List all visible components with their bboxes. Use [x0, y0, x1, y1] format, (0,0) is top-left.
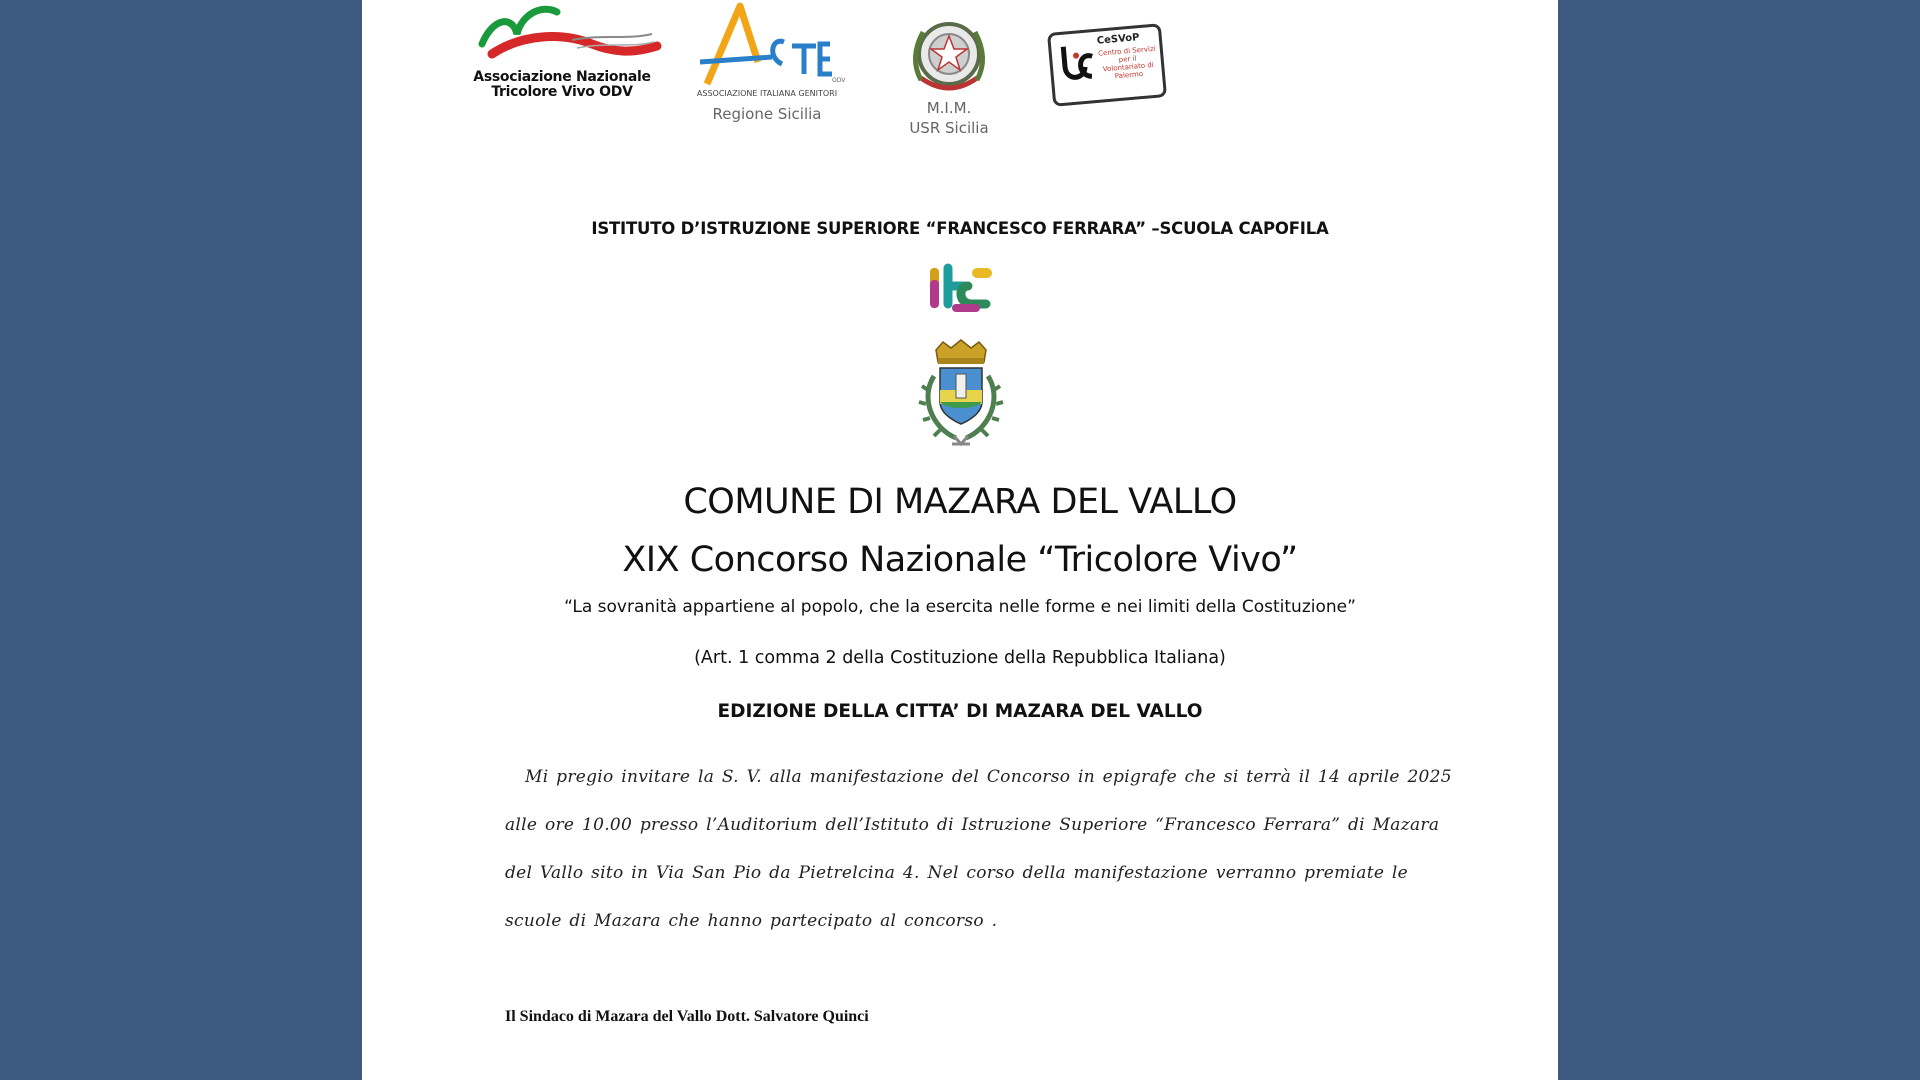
mim-line2: USR Sicilia	[909, 119, 989, 137]
cesvop-subtitle: Centro di Servizi per il Volontariato di Palermo	[1097, 44, 1156, 81]
age-logo	[692, 2, 846, 123]
constitution-article: (Art. 1 comma 2 della Costituzione della Repubblica Italiana)	[694, 648, 1226, 668]
title-comune: COMUNE DI MAZARA DEL VALLO	[683, 482, 1237, 522]
invitation-text: Mi pregio invitare la S. V. alla manifestazione del Concorso in epigrafe che si terrà il 14 aprile 2025 alle ore 10.00 presso l’Auditorium dell’Istituto di Istruzione Superiore “Francesco Ferrara” di Mazara del Vallo sito in Via San Pio da Pietrelcina 4. Nel corso della manifestazione verranno premiate le scuole di Mazara che hanno partecipato al concorso .	[505, 767, 1452, 931]
age-odv-text: ODV	[832, 77, 846, 84]
age-region: Regione Sicilia	[712, 105, 822, 123]
mim-line1: M.I.M.	[926, 99, 972, 117]
document-page	[362, 0, 1558, 1080]
tricolore-line1: Associazione Nazionale	[473, 69, 651, 85]
tricolore-swoosh-icon	[462, 4, 662, 70]
cesvop-logo	[1050, 28, 1164, 102]
age-mark-icon	[692, 2, 846, 88]
tricolore-line2: Tricolore Vivo ODV	[491, 84, 633, 100]
tricolore-vivo-logo	[462, 4, 662, 104]
school-logo-icon	[928, 264, 994, 316]
school-heading: ISTITUTO D’ISTRUZIONE SUPERIORE “FRANCESCO FERRARA” –SCUOLA CAPOFILA	[591, 219, 1329, 238]
age-small-text: ASSOCIAZIONE ITALIANA GENITORI	[696, 89, 838, 98]
mayor-signature: Il Sindaco di Mazara del Vallo Dott. Salvatore Quinci	[505, 1008, 869, 1025]
mazara-coat-of-arms-icon	[916, 340, 1006, 450]
title-concorso: XIX Concorso Nazionale “Tricolore Vivo”	[622, 540, 1298, 580]
italian-republic-emblem-icon	[899, 18, 999, 96]
cesvop-mark-icon	[1052, 34, 1103, 98]
mim-logo	[899, 18, 999, 148]
cesvop-frame	[1047, 23, 1167, 107]
edition-heading: EDIZIONE DELLA CITTA’ DI MAZARA DEL VALLO	[717, 701, 1203, 722]
cesvop-title: CeSVoP	[1096, 32, 1140, 47]
logo-header	[362, 0, 1558, 150]
constitution-quote: “La sovranità appartiene al popolo, che la esercita nelle forme e nei limiti della Costituzione”	[564, 597, 1356, 617]
